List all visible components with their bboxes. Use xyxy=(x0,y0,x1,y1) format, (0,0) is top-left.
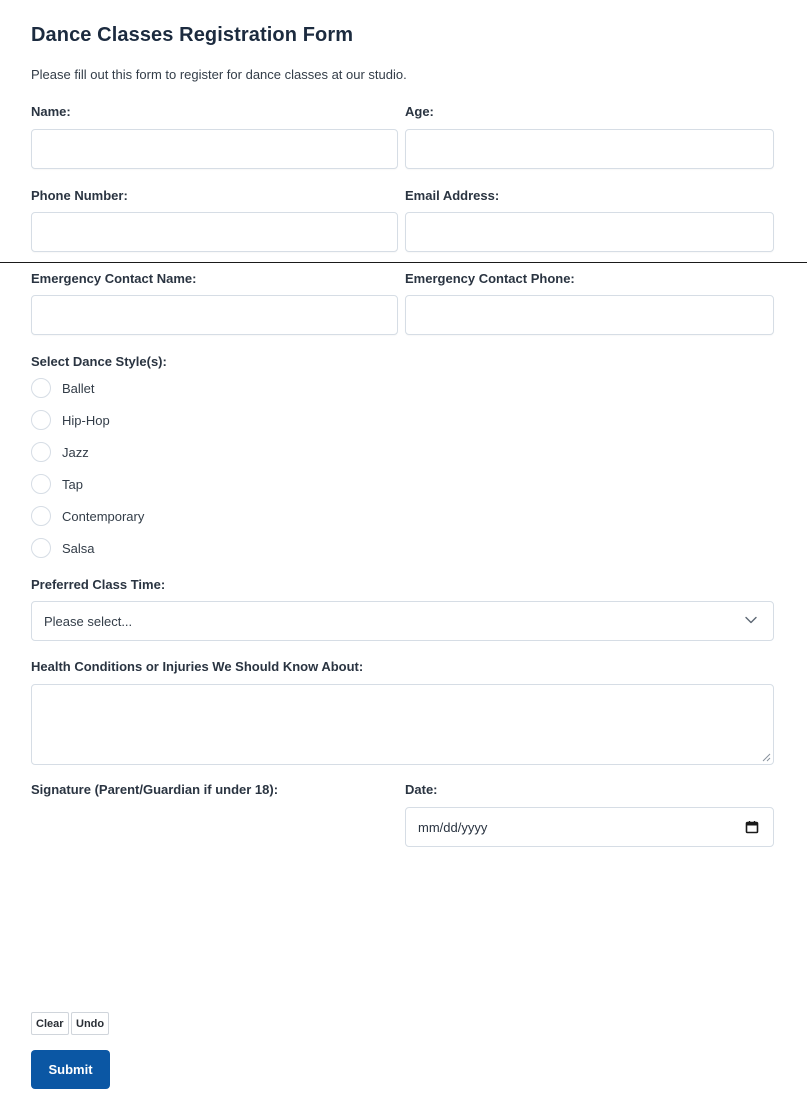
dance-style-option-jazz[interactable] xyxy=(31,442,89,462)
dance-style-option-label: Jazz xyxy=(62,444,89,460)
radio-button[interactable] xyxy=(31,442,51,462)
resize-grip-icon[interactable] xyxy=(762,753,771,762)
clear-signature-button[interactable]: Clear xyxy=(31,1012,69,1035)
email-label: Email Address: xyxy=(405,188,500,203)
age-label: Age: xyxy=(405,104,434,119)
dance-style-option-contemporary[interactable] xyxy=(31,506,144,526)
dance-style-option-label: Contemporary xyxy=(62,508,145,524)
form-intro: Please fill out this form to register for dance classes at our studio. xyxy=(31,67,407,82)
dance-style-label: Select Dance Style(s): xyxy=(31,354,167,369)
calendar-icon[interactable] xyxy=(745,820,759,834)
radio-button[interactable] xyxy=(31,506,51,526)
dance-style-option-label: Hip-Hop xyxy=(62,412,110,428)
emergency-name-label: Emergency Contact Name: xyxy=(31,271,197,286)
radio-button[interactable] xyxy=(31,474,51,494)
emergency-phone-input[interactable] xyxy=(405,295,774,335)
emergency-phone-label: Emergency Contact Phone: xyxy=(405,271,575,286)
name-input[interactable] xyxy=(31,129,398,169)
dance-style-option-salsa[interactable] xyxy=(31,538,95,558)
emergency-name-input[interactable] xyxy=(31,295,398,335)
dance-style-option-hip-hop[interactable] xyxy=(31,410,110,430)
age-input[interactable] xyxy=(405,129,774,169)
class-time-selected-value: Please select... xyxy=(44,613,133,629)
dance-style-option-tap[interactable] xyxy=(31,474,83,494)
page-divider xyxy=(0,262,807,263)
undo-signature-button[interactable]: Undo xyxy=(71,1012,109,1035)
phone-label: Phone Number: xyxy=(31,188,128,203)
signature-pad[interactable] xyxy=(31,805,398,1005)
health-label: Health Conditions or Injuries We Should Know About: xyxy=(31,659,364,674)
date-placeholder: mm/dd/yyyy xyxy=(418,819,488,835)
dance-style-option-label: Tap xyxy=(62,476,83,492)
form-title: Dance Classes Registration Form xyxy=(31,24,354,46)
chevron-down-icon xyxy=(745,616,757,624)
radio-button[interactable] xyxy=(31,410,51,430)
dance-style-option-ballet[interactable] xyxy=(31,378,95,398)
email-input[interactable] xyxy=(405,212,774,252)
submit-button[interactable]: Submit xyxy=(31,1050,110,1089)
date-input[interactable] xyxy=(405,807,774,847)
name-label: Name: xyxy=(31,104,71,119)
radio-button[interactable] xyxy=(31,378,51,398)
radio-button[interactable] xyxy=(31,538,51,558)
phone-input[interactable] xyxy=(31,212,398,252)
class-time-select[interactable] xyxy=(31,601,774,641)
dance-style-option-label: Ballet xyxy=(62,380,95,396)
signature-label: Signature (Parent/Guardian if under 18): xyxy=(31,782,279,797)
class-time-label: Preferred Class Time: xyxy=(31,577,166,592)
date-label: Date: xyxy=(405,782,438,797)
dance-style-option-label: Salsa xyxy=(62,540,95,556)
health-textarea[interactable] xyxy=(31,684,774,765)
